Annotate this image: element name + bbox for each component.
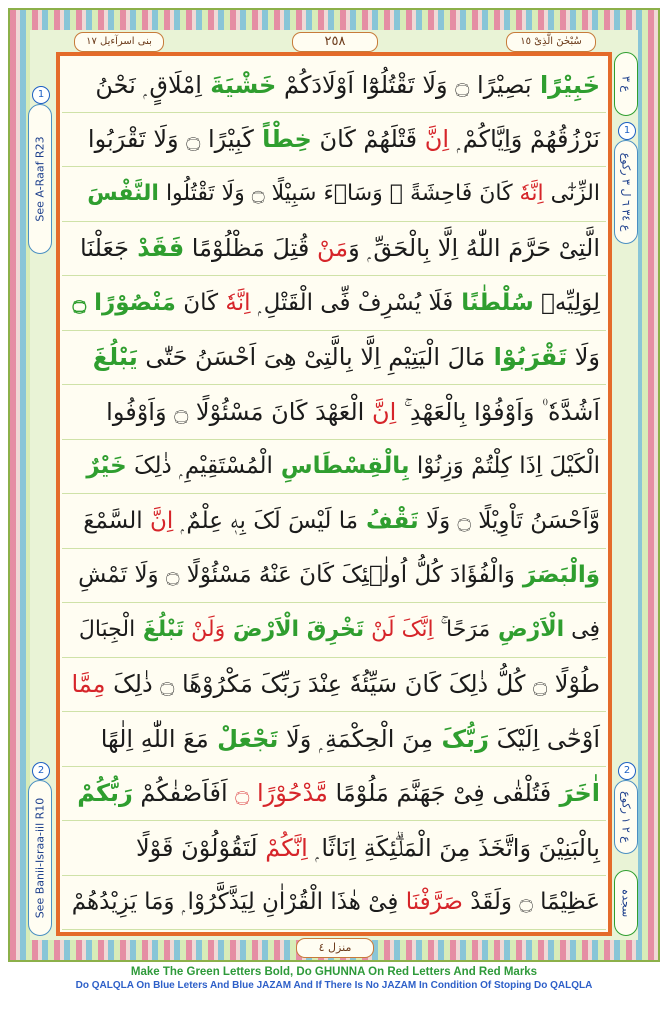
text-line-content <box>72 889 600 915</box>
manzil-label: منزل ٤ <box>296 938 374 958</box>
note-number-left-bottom: 2 <box>32 762 50 780</box>
text-line-content <box>77 779 600 807</box>
text-segment: مَالَ الْیَتِیْمِ اِلَّا بِالَّتِیْ هِیَ اَحْسَنُ حَتّٰی <box>137 343 486 372</box>
instruction-green: Make The Green Letters Bold, <box>130 966 297 978</box>
red-word: اِنَّ <box>142 507 174 534</box>
side-note-text: ع ٣٤ ٦ ل ٣ رکوع <box>619 152 633 232</box>
text-line <box>62 549 606 604</box>
green-word: فَقَدْ <box>128 234 185 263</box>
text-line <box>62 331 606 386</box>
text-line-content <box>80 234 600 262</box>
text-segment: وَلَا <box>567 343 600 372</box>
green-word: رَبُّکُمْ <box>77 779 133 808</box>
red-word: لَنْ <box>364 617 395 643</box>
green-word: خَیْرٌ <box>86 453 127 480</box>
text-segment: بَصِیْرًا ۝ وَلَا تَقْتُلُوْٓا اَوْلَادَکُمْ <box>276 70 532 99</box>
text-segment: مَعَ اللّٰهِ اِلٰهًا <box>100 724 209 753</box>
text-segment: فِی <box>564 617 600 643</box>
sajda-marker-text: سجدہ <box>619 888 633 918</box>
text-segment: فِیْ هٰذَا الْقُرْاٰنِ لِیَذَّکَّرُوْا ۭ وَمَا یَزِیْدُهُمْ <box>71 889 399 916</box>
text-line <box>62 385 606 440</box>
text-segment: اَشُدَّهٗ ۠ وَاَوْفُوْا بِالْعَهْدِ ۚ <box>396 397 600 426</box>
green-word: تَجْعَلْ <box>208 724 279 753</box>
text-segment: کَانَ <box>175 289 219 316</box>
text-segment: کَبِیْرًا ۝ وَلَا تَقْرَبُوا <box>87 125 254 154</box>
green-word: اٰخَرَ <box>551 779 600 808</box>
text-segment: کَانَ فَاحِشَةً ۭ وَسَاۗءَ سَبِیْلًا ۝ وَلَا تَقْتُلُوا <box>158 181 513 207</box>
note-number-left-top: 1 <box>32 86 50 104</box>
green-word: خَبِیْرًا <box>531 70 600 99</box>
side-note-right-bottom <box>614 780 638 854</box>
text-segment: السَّمْعَ <box>83 507 143 534</box>
juz-name-label: سُبْحٰنَ الَّذِیْ ١٥ <box>506 32 596 52</box>
side-note-text: See Banii-Israa-iil R10 <box>33 797 47 919</box>
ruku-marker-top <box>614 52 638 116</box>
quran-text-lines <box>62 58 606 930</box>
text-segment: فَتُلْقٰی فِیْ جَهَنَّمَ مَلُوْمًا <box>327 779 552 808</box>
red-word: مِمَّا <box>71 670 106 699</box>
text-segment: اَفَاَصْفٰکُمْ <box>132 779 228 808</box>
text-segment: مِنَ الْحِکْمَةِ ۭ وَلَا <box>278 724 434 753</box>
text-segment: الْکَیْلَ اِذَا کِلْتُمْ وَزِنُوْا <box>409 453 600 480</box>
text-segment: الْعَهْدَ کَانَ مَسْئُوْلًا ۝ وَاَوْفُوا <box>106 397 365 426</box>
green-word: خَشْیَةَ <box>201 70 277 99</box>
text-line <box>62 821 606 876</box>
text-line <box>62 767 606 822</box>
text-line <box>62 440 606 495</box>
text-segment: الْجِبَالَ <box>78 617 136 643</box>
text-line-content <box>71 670 600 698</box>
instruction-line-2: Do QALQLA On Blue Leters And Blue JAZAM And If There Is No JAZAM In Condition Of Stoping Do QALQLA <box>75 980 593 991</box>
red-word: اِنَّکَ <box>394 617 434 643</box>
ruku-marker-text: ع ٣ <box>619 76 633 92</box>
text-line-content <box>86 453 600 479</box>
instruction-line-1 <box>0 966 668 978</box>
text-line <box>62 658 606 713</box>
text-segment: نَرْزُقُهُمْ وَاِیَّاکُمْ ۭ <box>449 125 600 154</box>
text-segment: اَوْحٰٓی اِلَیْکَ <box>488 724 600 753</box>
text-line <box>62 876 606 931</box>
text-segment: لِوَلِیِّهٖ <box>533 289 600 316</box>
text-segment: مَرَحًا ۚ <box>433 617 491 643</box>
green-word: رَبُّکَ <box>433 724 489 753</box>
red-word: اِنَّکُمْ <box>257 833 308 862</box>
side-note-text: See A-Raaf R23 <box>33 136 47 222</box>
text-line-content <box>88 125 600 153</box>
note-number-right-bottom: 2 <box>618 762 636 780</box>
red-word: اِنَّ <box>364 397 397 426</box>
text-segment: لَتَقُوْلُوْنَ قَوْلًا <box>135 833 258 862</box>
text-segment: بِالْبَنِیْنَ وَاتَّخَذَ مِنَ الْمَلٰۗئِکَةِ اِنَاثًا ۭ <box>307 833 600 862</box>
text-line <box>62 603 606 658</box>
text-line <box>62 222 606 277</box>
text-segment: وَالْفُؤَادَ کُلُّ اُولٰۗئِکَ کَانَ عَنْهُ مَسْئُوْلًا ۝ وَلَا تَمْشِ <box>78 562 515 589</box>
side-note-left-bottom <box>28 780 52 936</box>
green-word: تَبْلُغَ <box>135 617 185 643</box>
page-number: ٢٥٨ <box>292 32 378 52</box>
green-word: النَّفْسَ <box>87 181 159 207</box>
red-word: اِنَّهٗ <box>512 181 544 207</box>
red-word: اِنَّ <box>417 125 450 154</box>
text-segment: الَّتِیْ حَرَّمَ اللّٰهُ اِلَّا بِالْحَقِّ ۭ وَ <box>348 234 600 263</box>
green-word: سُلْطٰنًا <box>453 289 534 316</box>
text-segment: عَظِیْمًا ۝ وَلَقَدْ <box>462 889 600 916</box>
green-word: مَنْصُوْرًا ۝ <box>72 289 176 316</box>
text-line-content <box>95 71 600 99</box>
instruction-red: Do GHUNNA On Red Letters And Red Marks <box>296 966 538 978</box>
text-line-content <box>93 343 600 371</box>
text-segment: وَّاَحْسَنُ تَاْوِیْلًا ۝ وَلَا <box>418 507 600 534</box>
red-word: صَرَّفْنَا <box>398 889 463 916</box>
text-segment: مَا لَیْسَ لَکَ بِهٖ عِلْمٌ ۭ <box>173 507 359 534</box>
surah-name-label: بنی اسرآءیل ١٧ <box>74 32 164 52</box>
text-segment: جَعَلْنَا <box>80 234 129 263</box>
green-word: الْاَرْضِ <box>490 617 565 643</box>
note-number-right-top: 1 <box>618 122 636 140</box>
text-segment: فَلَا یُسْرِفْ فِّی الْقَتْلِ ۭ <box>250 289 454 316</box>
text-line <box>62 167 606 222</box>
red-word: اِنَّهٗ <box>218 289 251 316</box>
text-line <box>62 712 606 767</box>
green-word: وَالْبَصَرَ <box>514 562 600 589</box>
text-line-content <box>136 834 600 862</box>
text-line <box>62 113 606 168</box>
text-line <box>62 276 606 331</box>
text-segment: قَتْلَهُمْ کَانَ <box>311 125 418 154</box>
green-word: الْاَرْضَ <box>225 617 300 643</box>
text-line-content <box>79 617 600 642</box>
green-word: بِالْقِسْطَاسِ <box>272 453 410 480</box>
red-word: مَنْ <box>309 234 349 263</box>
text-segment: قُتِلَ مَظْلُوْمًا <box>184 234 310 263</box>
text-line <box>62 494 606 549</box>
sajda-marker <box>614 870 638 936</box>
text-line-content <box>73 290 600 316</box>
green-word: تَقْفُ <box>358 507 419 534</box>
text-line-content <box>78 562 600 588</box>
text-line <box>62 58 606 113</box>
red-word: وَلَنْ <box>184 617 226 643</box>
green-word: تَقْرَبُوْا <box>485 343 568 372</box>
side-note-text: ع ٢ ١ رکوع <box>619 791 633 843</box>
text-line-content <box>83 508 600 534</box>
text-segment: الزِّنٰٓی <box>543 181 600 207</box>
green-word: خِطْاً <box>253 125 312 154</box>
red-word: مَّدْحُوْرًا ۝ <box>227 779 328 808</box>
green-word: تَخْرِقَ <box>299 617 365 643</box>
side-note-left-top <box>28 104 52 254</box>
text-segment: الْمُسْتَقِیْمِ ۭ ذٰلِکَ <box>126 453 273 480</box>
green-word: یَبْلُغَ <box>92 343 138 372</box>
text-line-content <box>101 725 600 753</box>
text-line-content <box>106 398 600 426</box>
side-note-right-top <box>614 140 638 244</box>
text-line-content <box>87 181 600 206</box>
text-segment: طُوْلًا ۝ کُلُّ ذٰلِکَ کَانَ سَیِّئُهٗ عِنْدَ رَبِّکَ مَکْرُوْهًا ۝ ذٰلِکَ <box>105 670 600 699</box>
text-segment: اِمْلَاقٍ ۭ نَحْنُ <box>95 70 202 99</box>
